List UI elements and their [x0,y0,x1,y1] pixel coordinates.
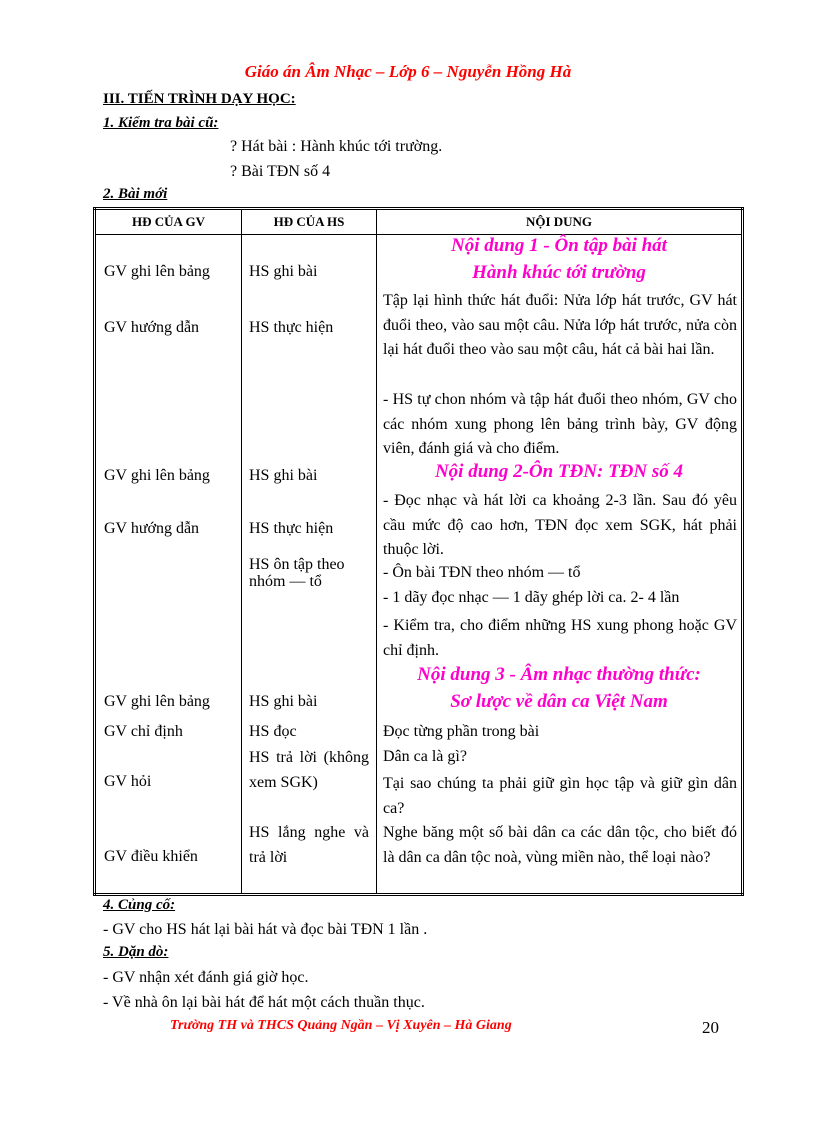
content-title-2: Nội dung 2-Ôn TĐN: TĐN số 4 [434,461,684,482]
col-header-gv: HĐ CỦA GV [95,209,242,235]
hs-item: HS ôn tập theo nhóm — tổ [249,556,345,590]
content-paragraph: - Đọc nhạc và hát lời ca khoảng 2-3 lần. Sau đó yêu cầu mức độ cao hơn, TĐN đọc xem SGK, hát phải thuộc lời. [383,492,737,559]
hs-item: HS lắng nghe và trả lời [249,824,369,866]
homework-item: - Về nhà ôn lại bài hát để hát một cách thuần thục. [103,994,425,1011]
gv-item: GV chỉ định [104,723,183,740]
col-header-content: NỘI DUNG [377,209,743,235]
gv-item: GV hướng dẫn [104,319,200,336]
hs-item: HS đọc [249,723,297,740]
hs-item: HS ghi bài [249,693,318,710]
gv-column [96,235,241,893]
header-title: Giáo án Âm Nhạc – Lớp 6 – Nguyễn Hồng Hà [244,62,572,81]
hs-item: HS ghi bài [249,467,318,484]
content-title-3b: Sơ lược về dân ca Việt Nam [450,691,668,712]
gv-item: GV điều khiển [104,848,198,865]
content-paragraph: Tập lại hình thức hát đuổi: Nửa lớp hát trước, GV hát đuổi theo, vào sau một câu. Nửa lớp hát trước, nửa còn lại hát đuổi theo vào sau một câu, hát cả bài hai lần. [383,292,737,359]
homework-heading: 5. Dặn dò: [103,944,169,960]
gv-item: GV ghi lên bảng [104,263,210,280]
content-paragraph: Tại sao chúng ta phải giữ gìn học tập và giữ gìn dân ca? [383,775,737,817]
content-column [377,235,741,893]
review-text: - GV cho HS hát lại bài hát và đọc bài TĐN 1 lần . [103,921,428,938]
footer-school: Trường TH và THCS Quảng Ngần – Vị Xuyên – Hà Giang [170,1018,512,1033]
content-paragraph: - Kiểm tra, cho điểm những HS xung phong hoặc GV chỉ định. [383,617,737,659]
content-paragraph: Dân ca là gì? [383,748,467,765]
gv-item: GV hỏi [104,773,152,790]
content-paragraph: Nghe băng một số bài dân ca các dân tộc, cho biết đó là dân ca dân tộc noà, vùng miền nào, thể loại nào? [383,824,737,866]
content-title-3a: Nội dung 3 - Âm nhạc thường thức: [417,664,701,685]
check-item-2: ? Bài TĐN số 4 [230,163,331,180]
content-paragraph: - 1 dãy đọc nhạc — 1 dãy ghép lời ca. 2- 4 lần [383,589,680,606]
check-item-1: ? Hát bài : Hành khúc tới trường. [230,138,443,155]
check-heading: 1. Kiểm tra bài cũ: [103,115,219,131]
gv-item: GV hướng dẫn [104,520,200,537]
gv-item: GV ghi lên bảng [104,693,210,710]
section-heading: III. TIẾN TRÌNH DẠY HỌC: [103,91,296,107]
hs-item: HS trả lời (không xem SGK) [249,749,369,791]
homework-item: - GV nhận xét đánh giá giờ học. [103,969,309,986]
content-paragraph: - HS tự chon nhóm và tập hát đuổi theo nhóm, GV cho các nhóm xung phong lên bảng trình bày, GV động viên, đánh giá và cho điểm. [383,391,737,458]
hs-item: HS ghi bài [249,263,318,280]
hs-item: HS thực hiện [249,319,334,336]
content-paragraph: Đọc từng phần trong bài [383,723,540,740]
content-title-1a: Nội dung 1 - Ôn tập bài hát [451,235,667,256]
content-paragraph: - Ôn bài TĐN theo nhóm — tổ [383,564,581,581]
page-number: 20 [702,1018,719,1037]
hs-item: HS thực hiện [249,520,334,537]
new-lesson-heading: 2. Bài mới [103,186,168,202]
hs-column [242,235,376,893]
col-header-hs: HĐ CỦA HS [242,209,377,235]
review-heading: 4. Củng cố: [103,897,176,913]
content-title-1b: Hành khúc tới trường [472,262,646,283]
lesson-table [93,207,744,896]
gv-item: GV ghi lên bảng [104,467,210,484]
